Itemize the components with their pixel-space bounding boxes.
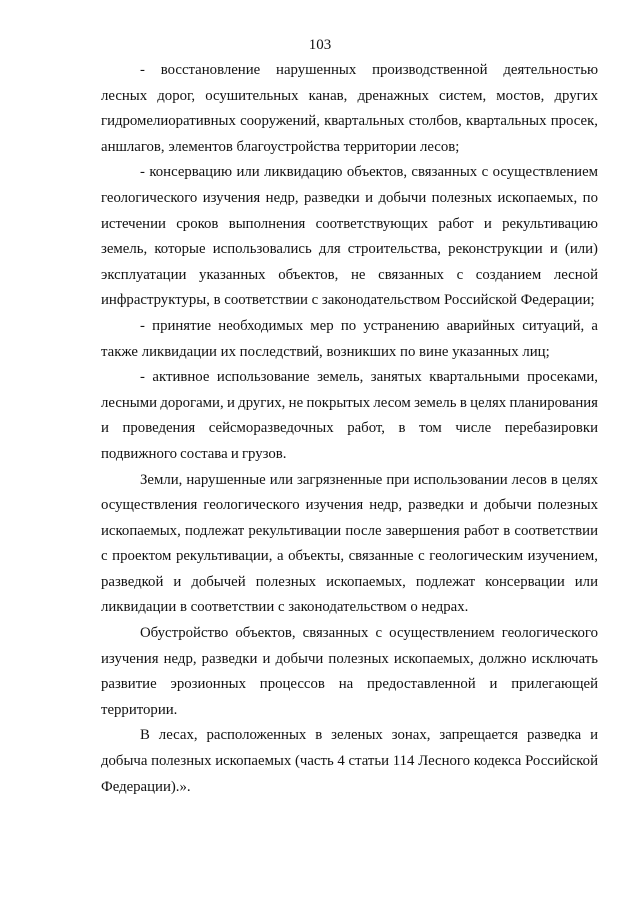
document-body <box>101 58 598 800</box>
paragraph-recultivation: Земли, нарушенные или загрязненные при использовании лесов в целях осуществления геологического изучения недр, разведки и добычи полезных ископаемых, подлежат рекультивации после завершения работ в соответствии с проектом рекультивации, а объекты, связанные с геологическим изучением, разведкой и добычей полезных ископаемых, подлежат консервации или ликвидации в соответствии с законодательством о недрах. <box>101 471 598 616</box>
paragraph-restoration: - восстановление нарушенных производственной деятельностью лесных дорог, осушительных канав, дренажных систем, мостов, других гидромелиоративных сооружений, квартальных столбов, квартальных просек, аншлагов, элементов благоустройства территории лесов; <box>101 62 598 155</box>
paragraph-conservation: - консервацию или ликвидацию объектов, связанных с осуществлением геологического изучения недр, разведки и добычи полезных ископаемых, по истечении сроков выполнения соответствующих работ и рекультивацию земель, которые использовались для строительства, реконструкции и (или) эксплуатации указанных объектов, не связанных с созданием лесной инфраструктуры, в соответствии с законодательством Российской Федерации; <box>101 164 598 309</box>
page-number: 103 <box>308 37 332 53</box>
paragraph-erosion: Обустройство объектов, связанных с осуществлением геологического изучения недр, разведки и добычи полезных ископаемых, должно исключать развитие эрозионных процессов на предоставленной и прилегающей территории. <box>101 625 598 718</box>
paragraph-land-use: - активное использование земель, занятых квартальными просеками, лесными дорогами, и других, не покрытых лесом земель в целях планирования и проведения сейсморазведочных работ, в том числе перебазировки подвижного состава и грузов. <box>101 369 598 462</box>
paragraph-green-zones: В лесах, расположенных в зеленых зонах, запрещается разведка и добыча полезных ископаемых (часть 4 статьи 114 Лесного кодекса Российской Федерации).». <box>101 727 598 795</box>
paragraph-emergency-measures: - принятие необходимых мер по устранению аварийных ситуаций, а также ликвидации их последствий, возникших по вине указанных лиц; <box>101 317 598 360</box>
